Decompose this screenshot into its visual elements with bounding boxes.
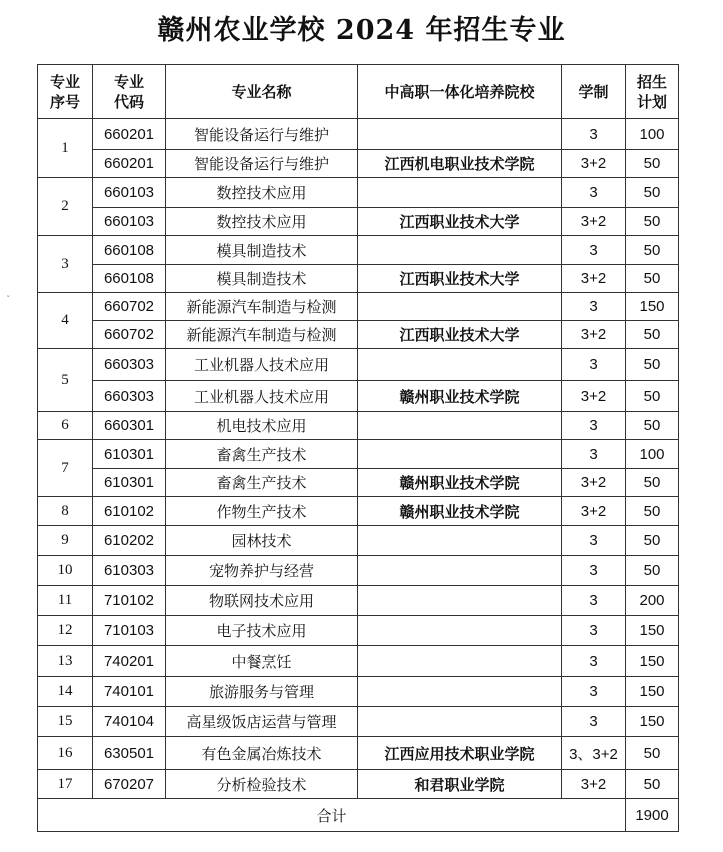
years-cell: 3+2 [562,208,626,236]
code-cell: 610301 [93,440,166,469]
table-row [38,119,679,150]
table-row [38,321,679,349]
years-cell: 3 [562,236,626,265]
plan-cell: 50 [626,178,679,208]
table-row [38,526,679,556]
header-years: 学制 [562,65,626,119]
years-cell: 3 [562,586,626,616]
years-cell: 3 [562,646,626,677]
code-cell: 660103 [93,178,166,208]
edge-mark: ˇ [6,296,11,306]
seq-cell: 9 [38,526,93,556]
plan-cell: 50 [626,150,679,178]
name-cell: 畜禽生产技术 [166,440,358,469]
school-cell [358,556,562,586]
code-cell: 740201 [93,646,166,677]
seq-cell: 2 [38,178,93,236]
seq-cell: 7 [38,440,93,497]
header-code: 专业 代码 [93,65,166,119]
school-cell: 赣州职业技术学院 [358,497,562,526]
school-cell: 赣州职业技术学院 [358,469,562,497]
plan-cell: 150 [626,646,679,677]
years-cell: 3 [562,412,626,440]
name-cell: 数控技术应用 [166,208,358,236]
table-row [38,150,679,178]
code-cell: 710103 [93,616,166,646]
table-row [38,349,679,381]
code-cell: 610202 [93,526,166,556]
name-cell: 模具制造技术 [166,236,358,265]
school-cell [358,646,562,677]
plan-cell: 50 [626,412,679,440]
name-cell: 高星级饭店运营与管理 [166,707,358,737]
plan-cell: 50 [626,556,679,586]
seq-cell: 6 [38,412,93,440]
school-cell: 江西职业技术大学 [358,321,562,349]
code-cell: 660303 [93,349,166,381]
code-cell: 610303 [93,556,166,586]
code-cell: 670207 [93,770,166,799]
name-cell: 宠物养护与经营 [166,556,358,586]
years-cell: 3+2 [562,770,626,799]
school-cell: 江西应用技术职业学院 [358,737,562,770]
plan-cell: 150 [626,616,679,646]
seq-cell: 10 [38,556,93,586]
school-cell [358,236,562,265]
code-cell: 610102 [93,497,166,526]
table-row [38,737,679,770]
years-cell: 3 [562,526,626,556]
school-cell [358,586,562,616]
years-cell: 3+2 [562,497,626,526]
table-row [38,556,679,586]
code-cell: 660303 [93,381,166,412]
name-cell: 园林技术 [166,526,358,556]
school-cell [358,677,562,707]
years-cell: 3+2 [562,150,626,178]
seq-cell: 15 [38,707,93,737]
code-cell: 660702 [93,293,166,321]
seq-cell: 1 [38,119,93,178]
seq-cell: 13 [38,646,93,677]
seq-cell: 11 [38,586,93,616]
total-plan: 1900 [626,799,679,832]
school-cell [358,707,562,737]
plan-cell: 50 [626,770,679,799]
plan-cell: 150 [626,707,679,737]
name-cell: 电子技术应用 [166,616,358,646]
plan-cell: 50 [626,208,679,236]
school-cell: 和君职业学院 [358,770,562,799]
code-cell: 660301 [93,412,166,440]
table-row [38,646,679,677]
name-cell: 智能设备运行与维护 [166,119,358,150]
code-cell: 660702 [93,321,166,349]
name-cell: 分析检验技术 [166,770,358,799]
seq-cell: 14 [38,677,93,707]
table-row [38,586,679,616]
school-cell [358,526,562,556]
name-cell: 有色金属冶炼技术 [166,737,358,770]
name-cell: 工业机器人技术应用 [166,381,358,412]
name-cell: 畜禽生产技术 [166,469,358,497]
table-row [38,497,679,526]
plan-cell: 50 [626,381,679,412]
plan-cell: 50 [626,265,679,293]
name-cell: 智能设备运行与维护 [166,150,358,178]
table-row [38,381,679,412]
plan-cell: 50 [626,497,679,526]
name-cell: 中餐烹饪 [166,646,358,677]
plan-cell: 50 [626,236,679,265]
seq-cell: 3 [38,236,93,293]
seq-cell: 17 [38,770,93,799]
table-row [38,677,679,707]
code-cell: 660108 [93,265,166,293]
seq-cell: 12 [38,616,93,646]
table-row [38,707,679,737]
school-cell [358,178,562,208]
school-cell [358,349,562,381]
years-cell: 3 [562,178,626,208]
name-cell: 数控技术应用 [166,178,358,208]
years-cell: 3 [562,556,626,586]
name-cell: 工业机器人技术应用 [166,349,358,381]
header-plan: 招生 计划 [626,65,679,119]
plan-cell: 50 [626,526,679,556]
code-cell: 630501 [93,737,166,770]
school-cell [358,440,562,469]
table-body [38,119,679,799]
table-row [38,293,679,321]
code-cell: 740101 [93,677,166,707]
school-cell: 江西职业技术大学 [358,265,562,293]
years-cell: 3 [562,119,626,150]
table-row [38,469,679,497]
header-name: 专业名称 [166,65,358,119]
years-cell: 3 [562,707,626,737]
years-cell: 3 [562,293,626,321]
years-cell: 3 [562,349,626,381]
page-title: 赣州农业学校 2024 年招生专业 [157,15,566,46]
plan-cell: 50 [626,469,679,497]
school-cell [358,119,562,150]
years-cell: 3+2 [562,469,626,497]
name-cell: 作物生产技术 [166,497,358,526]
years-cell: 3+2 [562,321,626,349]
school-cell: 江西机电职业技术学院 [358,150,562,178]
seq-cell: 8 [38,497,93,526]
plan-cell: 150 [626,677,679,707]
seq-cell: 4 [38,293,93,349]
code-cell: 660201 [93,119,166,150]
school-cell [358,616,562,646]
table-row [38,265,679,293]
school-cell [358,293,562,321]
table-row [38,440,679,469]
name-cell: 模具制造技术 [166,265,358,293]
table-row [38,236,679,265]
plan-cell: 50 [626,321,679,349]
years-cell: 3、3+2 [562,737,626,770]
seq-cell: 16 [38,737,93,770]
years-cell: 3+2 [562,265,626,293]
table-row [38,208,679,236]
header-seq: 专业 序号 [38,65,93,119]
plan-cell: 100 [626,119,679,150]
plan-cell: 50 [626,349,679,381]
table-row [38,178,679,208]
plan-cell: 50 [626,737,679,770]
code-cell: 660201 [93,150,166,178]
school-cell: 赣州职业技术学院 [358,381,562,412]
code-cell: 740104 [93,707,166,737]
header-school: 中高职一体化培养院校 [358,65,562,119]
code-cell: 660108 [93,236,166,265]
header-row [38,65,679,119]
name-cell: 机电技术应用 [166,412,358,440]
school-cell [358,412,562,440]
code-cell: 710102 [93,586,166,616]
enrollment-table [37,64,679,832]
code-cell: 610301 [93,469,166,497]
plan-cell: 200 [626,586,679,616]
table-row [38,616,679,646]
code-cell: 660103 [93,208,166,236]
total-row [38,799,679,832]
years-cell: 3 [562,616,626,646]
years-cell: 3 [562,440,626,469]
school-cell: 江西职业技术大学 [358,208,562,236]
total-label: 合计 [38,799,626,832]
seq-cell: 5 [38,349,93,412]
table-row [38,412,679,440]
name-cell: 物联网技术应用 [166,586,358,616]
plan-cell: 150 [626,293,679,321]
years-cell: 3+2 [562,381,626,412]
name-cell: 旅游服务与管理 [166,677,358,707]
table-row [38,770,679,799]
years-cell: 3 [562,677,626,707]
name-cell: 新能源汽车制造与检测 [166,321,358,349]
plan-cell: 100 [626,440,679,469]
name-cell: 新能源汽车制造与检测 [166,293,358,321]
